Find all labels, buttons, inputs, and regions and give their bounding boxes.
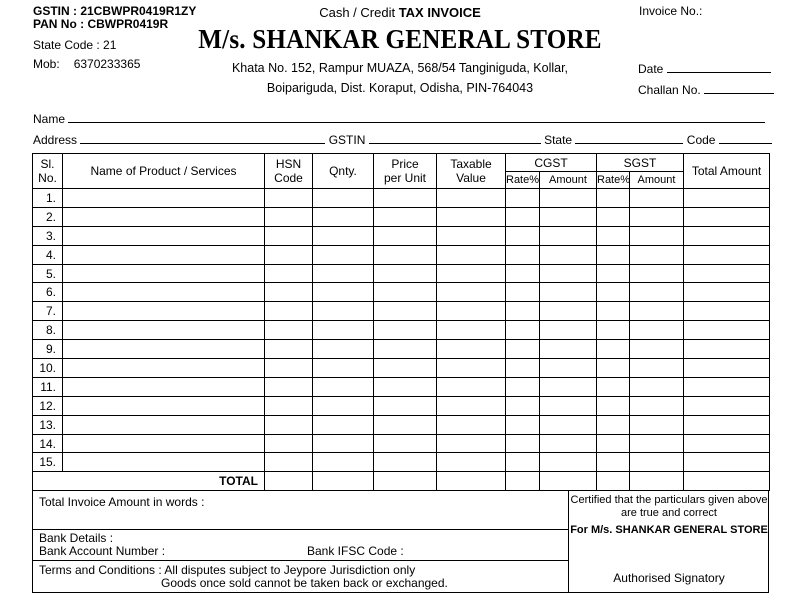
row-cell <box>374 321 437 340</box>
row-cell <box>630 264 684 283</box>
bank-account-label: Bank Account Number : <box>39 544 166 558</box>
row-cell <box>597 226 630 245</box>
footer-left <box>33 490 569 593</box>
row-cell <box>63 264 265 283</box>
customer-code-label: Code <box>686 133 716 147</box>
row-cell <box>684 264 770 283</box>
col-header-price: Price per Unit <box>374 154 437 189</box>
row-cell <box>597 377 630 396</box>
total-cell <box>437 472 506 491</box>
row-cell <box>540 283 597 302</box>
row-cell <box>313 283 374 302</box>
challan-label: Challan No. <box>638 83 701 97</box>
row-cell <box>684 226 770 245</box>
col-header-total: Total Amount <box>684 154 770 189</box>
row-cell <box>684 415 770 434</box>
row-cell <box>630 283 684 302</box>
row-serial-number: 7. <box>33 302 63 321</box>
total-label: TOTAL <box>33 472 265 491</box>
row-cell <box>265 245 313 264</box>
row-cell <box>540 264 597 283</box>
row-serial-number: 14. <box>33 434 63 453</box>
row-serial-number: 8. <box>33 321 63 340</box>
row-cell <box>374 415 437 434</box>
invoice-footer <box>32 490 769 593</box>
mobile-label: Mob: <box>33 57 60 71</box>
row-cell <box>684 207 770 226</box>
table-row <box>33 226 770 245</box>
row-cell <box>63 207 265 226</box>
row-serial-number: 10. <box>33 359 63 378</box>
row-cell <box>313 302 374 321</box>
row-cell <box>540 207 597 226</box>
row-cell <box>313 453 374 472</box>
mobile-number: 6370233365 <box>73 57 141 71</box>
row-cell <box>437 302 506 321</box>
total-row <box>33 472 770 491</box>
row-cell <box>630 226 684 245</box>
row-cell <box>374 264 437 283</box>
row-cell <box>265 359 313 378</box>
row-cell <box>684 434 770 453</box>
row-cell <box>374 283 437 302</box>
col-header-sgst: SGST <box>597 154 684 172</box>
store-name: M/s. SHANKAR GENERAL STORE <box>198 24 602 54</box>
row-cell <box>437 283 506 302</box>
items-body <box>33 189 770 491</box>
row-serial-number: 13. <box>33 415 63 434</box>
row-cell <box>313 226 374 245</box>
table-row <box>33 283 770 302</box>
row-cell <box>63 302 265 321</box>
date-field <box>638 62 771 76</box>
total-cell <box>597 472 630 491</box>
row-cell <box>63 226 265 245</box>
col-header-sl: Sl. No. <box>33 154 63 189</box>
table-row <box>33 264 770 283</box>
table-row <box>33 434 770 453</box>
row-cell <box>63 245 265 264</box>
row-cell <box>437 377 506 396</box>
challan-field <box>638 83 774 97</box>
row-cell <box>374 189 437 208</box>
seller-pan: PAN No : CBWPR0419R <box>33 17 169 31</box>
customer-address-line <box>80 133 325 144</box>
row-serial-number: 2. <box>33 207 63 226</box>
row-cell <box>63 453 265 472</box>
row-cell <box>684 377 770 396</box>
seller-gstin: GSTIN : 21CBWPR0419R1ZY <box>33 4 197 18</box>
row-cell <box>506 302 540 321</box>
total-cell <box>265 472 313 491</box>
row-cell <box>437 415 506 434</box>
row-cell <box>684 302 770 321</box>
row-cell <box>630 359 684 378</box>
col-header-cgst-amount: Amount <box>540 172 597 189</box>
row-cell <box>374 207 437 226</box>
col-header-taxable: Taxable Value <box>437 154 506 189</box>
row-cell <box>265 377 313 396</box>
row-cell <box>63 283 265 302</box>
row-cell <box>506 377 540 396</box>
row-cell <box>374 226 437 245</box>
col-header-qty: Qnty. <box>313 154 374 189</box>
row-cell <box>437 226 506 245</box>
row-cell <box>597 434 630 453</box>
table-row <box>33 415 770 434</box>
terms-line-1: Terms and Conditions : All disputes subject to Jeypore Jurisdiction only <box>39 563 416 577</box>
customer-name-label: Name <box>33 112 66 126</box>
row-cell <box>63 434 265 453</box>
for-store-label: For M/s. SHANKAR GENERAL STORE <box>570 524 768 536</box>
row-cell <box>630 245 684 264</box>
col-header-sgst-amount: Amount <box>630 172 684 189</box>
certified-line-2: are true and correct <box>621 507 717 519</box>
row-cell <box>506 189 540 208</box>
row-serial-number: 6. <box>33 283 63 302</box>
row-cell <box>374 340 437 359</box>
bank-ifsc-label: Bank IFSC Code : <box>307 544 404 558</box>
row-cell <box>597 321 630 340</box>
row-cell <box>374 245 437 264</box>
row-cell <box>313 434 374 453</box>
row-cell <box>313 189 374 208</box>
row-cell <box>63 359 265 378</box>
row-cell <box>506 434 540 453</box>
row-cell <box>684 359 770 378</box>
date-line <box>667 62 771 73</box>
customer-name-line <box>68 112 765 123</box>
terms-box <box>33 561 569 593</box>
row-cell <box>597 264 630 283</box>
customer-state-label: State <box>544 133 573 147</box>
row-cell <box>63 396 265 415</box>
document-type-prefix: Cash / Credit <box>319 5 399 20</box>
table-row <box>33 340 770 359</box>
total-cell <box>313 472 374 491</box>
row-cell <box>684 396 770 415</box>
store-address-line-2: Boipariguda, Dist. Koraput, Odisha, PIN-764043 <box>266 81 534 95</box>
customer-address-label: Address <box>33 133 78 147</box>
date-label: Date <box>638 62 664 76</box>
row-cell <box>265 207 313 226</box>
row-cell <box>630 302 684 321</box>
row-cell <box>506 415 540 434</box>
row-serial-number: 1. <box>33 189 63 208</box>
row-cell <box>374 453 437 472</box>
row-cell <box>506 283 540 302</box>
customer-state-line <box>575 133 683 144</box>
row-cell <box>437 321 506 340</box>
table-row <box>33 302 770 321</box>
total-cell <box>540 472 597 491</box>
row-cell <box>506 207 540 226</box>
row-cell <box>437 189 506 208</box>
customer-gstin-line <box>369 133 541 144</box>
col-header-sgst-rate: Rate% <box>597 172 630 189</box>
col-header-cgst: CGST <box>506 154 597 172</box>
row-serial-number: 4. <box>33 245 63 264</box>
row-cell <box>265 434 313 453</box>
row-cell <box>540 453 597 472</box>
row-cell <box>630 415 684 434</box>
row-serial-number: 3. <box>33 226 63 245</box>
row-cell <box>506 245 540 264</box>
row-cell <box>374 434 437 453</box>
row-cell <box>437 340 506 359</box>
row-cell <box>374 359 437 378</box>
row-cell <box>506 396 540 415</box>
row-cell <box>597 340 630 359</box>
row-cell <box>313 245 374 264</box>
table-row <box>33 189 770 208</box>
row-cell <box>597 207 630 226</box>
row-cell <box>437 264 506 283</box>
row-cell <box>63 340 265 359</box>
row-cell <box>437 396 506 415</box>
terms-line-2: Goods once sold cannot be taken back or exchanged. <box>161 576 448 590</box>
row-cell <box>630 189 684 208</box>
total-cell <box>506 472 540 491</box>
row-cell <box>506 321 540 340</box>
total-cell <box>374 472 437 491</box>
invoice-number-label: Invoice No.: <box>639 4 703 18</box>
table-row <box>33 359 770 378</box>
row-serial-number: 12. <box>33 396 63 415</box>
row-cell <box>265 283 313 302</box>
row-cell <box>506 453 540 472</box>
customer-code-line <box>719 133 772 144</box>
row-cell <box>597 359 630 378</box>
row-cell <box>540 245 597 264</box>
amount-in-words-label: Total Invoice Amount in words : <box>39 495 205 509</box>
col-header-hsn: HSN Code <box>265 154 313 189</box>
row-cell <box>540 226 597 245</box>
row-cell <box>684 340 770 359</box>
row-cell <box>630 321 684 340</box>
amount-in-words-box <box>33 490 569 530</box>
row-cell <box>437 434 506 453</box>
row-cell <box>684 189 770 208</box>
challan-line <box>704 83 774 94</box>
row-cell <box>374 377 437 396</box>
row-cell <box>684 283 770 302</box>
row-serial-number: 9. <box>33 340 63 359</box>
row-cell <box>684 245 770 264</box>
items-table <box>32 153 770 491</box>
row-cell <box>540 415 597 434</box>
table-row <box>33 321 770 340</box>
table-row <box>33 453 770 472</box>
row-cell <box>597 396 630 415</box>
row-cell <box>597 453 630 472</box>
row-cell <box>506 359 540 378</box>
table-row <box>33 207 770 226</box>
seller-state-code: State Code : 21 <box>33 38 117 52</box>
table-row <box>33 377 770 396</box>
row-cell <box>63 189 265 208</box>
row-cell <box>597 415 630 434</box>
row-cell <box>597 245 630 264</box>
row-cell <box>437 207 506 226</box>
row-cell <box>313 207 374 226</box>
row-cell <box>265 189 313 208</box>
row-cell <box>265 340 313 359</box>
row-cell <box>374 302 437 321</box>
row-cell <box>63 415 265 434</box>
row-cell <box>506 340 540 359</box>
row-cell <box>506 226 540 245</box>
customer-gstin-label: GSTIN <box>328 133 366 147</box>
row-cell <box>540 189 597 208</box>
customer-address-row <box>33 133 772 147</box>
row-cell <box>684 453 770 472</box>
row-cell <box>437 359 506 378</box>
row-cell <box>597 189 630 208</box>
row-cell <box>506 264 540 283</box>
bank-details-label: Bank Details : <box>39 531 114 545</box>
row-cell <box>265 415 313 434</box>
invoice-number-field <box>639 4 702 18</box>
row-cell <box>437 453 506 472</box>
row-cell <box>630 434 684 453</box>
row-cell <box>265 302 313 321</box>
row-cell <box>540 434 597 453</box>
authorised-signatory: Authorised Signatory <box>613 571 725 585</box>
row-cell <box>437 245 506 264</box>
row-cell <box>630 453 684 472</box>
row-cell <box>540 340 597 359</box>
row-cell <box>630 377 684 396</box>
certified-line-1: Certified that the particulars given above <box>570 494 768 506</box>
total-cell <box>630 472 684 491</box>
row-cell <box>313 321 374 340</box>
document-type-main: TAX INVOICE <box>398 5 481 20</box>
row-cell <box>630 340 684 359</box>
row-cell <box>684 321 770 340</box>
row-cell <box>540 302 597 321</box>
row-cell <box>313 415 374 434</box>
row-cell <box>265 396 313 415</box>
row-serial-number: 5. <box>33 264 63 283</box>
table-row <box>33 396 770 415</box>
col-header-product: Name of Product / Services <box>63 154 265 189</box>
row-cell <box>540 359 597 378</box>
row-cell <box>265 321 313 340</box>
customer-name-row <box>33 112 765 126</box>
row-cell <box>265 264 313 283</box>
row-cell <box>63 321 265 340</box>
row-cell <box>597 302 630 321</box>
row-cell <box>265 226 313 245</box>
row-serial-number: 15. <box>33 453 63 472</box>
row-cell <box>540 321 597 340</box>
row-cell <box>313 396 374 415</box>
row-cell <box>313 264 374 283</box>
row-cell <box>313 359 374 378</box>
row-cell <box>265 453 313 472</box>
bank-details-box <box>33 530 569 561</box>
row-cell <box>597 283 630 302</box>
row-cell <box>63 377 265 396</box>
total-cell <box>684 472 770 491</box>
col-header-cgst-rate: Rate% <box>506 172 540 189</box>
certification-box <box>570 490 768 593</box>
row-cell <box>313 377 374 396</box>
row-cell <box>374 396 437 415</box>
row-cell <box>540 396 597 415</box>
row-cell <box>540 377 597 396</box>
store-address-line-1: Khata No. 152, Rampur MUAZA, 568/54 Tanginiguda, Kollar, <box>231 61 569 75</box>
row-cell <box>630 396 684 415</box>
row-cell <box>630 207 684 226</box>
row-cell <box>313 340 374 359</box>
row-serial-number: 11. <box>33 377 63 396</box>
table-row <box>33 245 770 264</box>
